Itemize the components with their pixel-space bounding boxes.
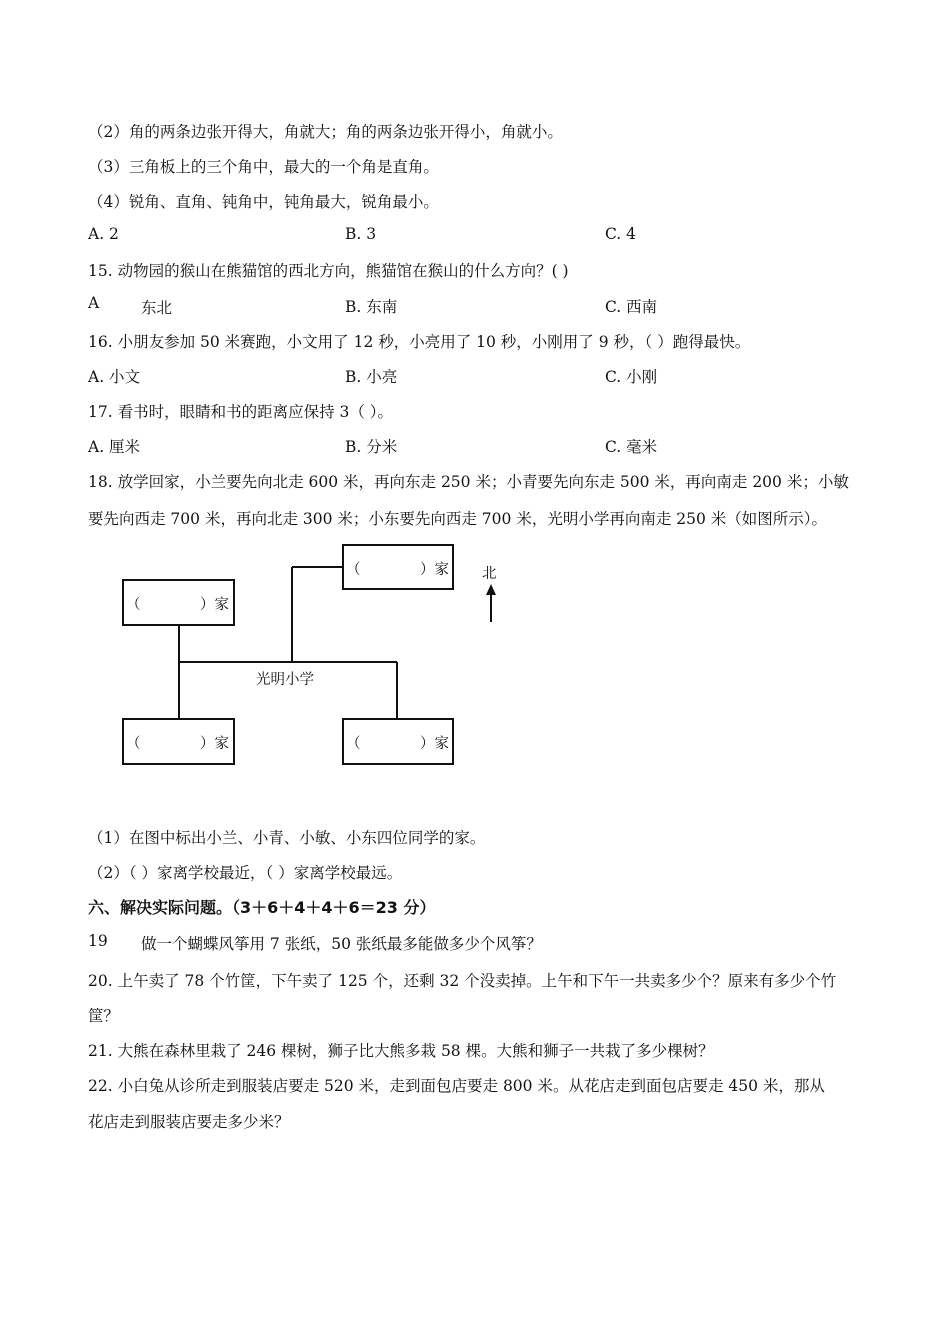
q17-option-a[interactable]: A. 厘米 [88, 438, 141, 456]
q15-option-c[interactable]: C. 西南 [605, 298, 658, 316]
q18-question-line1: 18. 放学回家，小兰要先向北走 600 米，再向东走 250 米；小青要先向东走 500 米，再向南走 200 米；小敏 [88, 473, 849, 491]
home-box-top-right-open[interactable]: （ [346, 562, 361, 578]
q22-question-line1: 22. 小白兔从诊所走到服装店要走 520 米，走到面包店要走 800 米。从花店走到面包店要走 450 米，那从 [88, 1077, 825, 1095]
q17-question: 17. 看书时，眼睛和书的距离应保持 3（ ）。 [88, 403, 394, 421]
q16-option-c[interactable]: C. 小刚 [605, 368, 658, 386]
home-box-bottom-left-open[interactable]: （ [126, 736, 141, 752]
north-label: 北 [482, 566, 497, 582]
q22-question-line2: 花店走到服装店要走多少米？ [88, 1113, 290, 1131]
home-box-bottom-right-close: ）家 [420, 736, 449, 752]
q15-option-a-text[interactable]: 东北 [141, 299, 173, 317]
statement-4: （4）锐角、直角、钝角中，钝角最大，锐角最小。 [88, 193, 439, 211]
q18-sub1: （1）在图中标出小兰、小青、小敏、小东四位同学的家。 [88, 829, 486, 847]
q16-option-a[interactable]: A. 小文 [88, 368, 141, 386]
q14-option-a[interactable]: A. 2 [88, 225, 119, 243]
q16-option-b[interactable]: B. 小亮 [345, 368, 398, 386]
q17-option-b[interactable]: B. 分米 [345, 438, 398, 456]
q15-option-a-label[interactable]: A [88, 294, 100, 312]
school-label: 光明小学 [256, 672, 314, 688]
home-box-bottom-right-open[interactable]: （ [346, 736, 361, 752]
q16-question: 16. 小朋友参加 50 米赛跑，小文用了 12 秒，小亮用了 10 秒，小刚用了 9 秒，（ ）跑得最快。 [88, 333, 751, 351]
q14-option-b[interactable]: B. 3 [345, 225, 377, 243]
q17-option-c[interactable]: C. 毫米 [605, 438, 658, 456]
home-box-top-left-close: ）家 [200, 597, 229, 613]
q19-number: 19 [88, 932, 108, 950]
home-box-top-right-close: ）家 [420, 562, 449, 578]
q14-option-c[interactable]: C. 4 [605, 225, 637, 243]
q20-question-line1: 20. 上午卖了 78 个竹筐，下午卖了 125 个，还剩 32 个没卖掉。上午和下午一共卖多少个？原来有多少个竹 [88, 972, 837, 990]
q15-option-b[interactable]: B. 东南 [345, 298, 398, 316]
q21-question: 21. 大熊在森林里栽了 246 棵树，狮子比大熊多栽 58 棵。大熊和狮子一共栽了多少棵树？ [88, 1042, 714, 1060]
home-box-bottom-left-close: ）家 [200, 736, 229, 752]
home-box-top-left-open[interactable]: （ [126, 597, 141, 613]
q18-question-line2: 要先向西走 700 米，再向北走 300 米；小东要先向西走 700 米，光明小学再向南走 250 米（如图所示）。 [88, 510, 828, 528]
north-arrow-head [486, 584, 496, 595]
q15-question: 15. 动物园的猴山在熊猫馆的西北方向，熊猫馆在猴山的什么方向？( ) [88, 262, 569, 280]
q20-question-line2: 筐？ [88, 1007, 120, 1025]
statement-2: （2）角的两条边张开得大，角就大；角的两条边张开得小，角就小。 [88, 123, 563, 141]
section6-title: 六、解决实际问题。（3＋6＋4＋4＋6＝23 分） [88, 898, 436, 917]
q19-question: 做一个蝴蝶风筝用 7 张纸，50 张纸最多能做多少个风筝？ [141, 935, 542, 953]
statement-3: （3）三角板上的三个角中，最大的一个角是直角。 [88, 158, 439, 176]
q18-sub2[interactable]: （2）（ ）家离学校最近，（ ）家离学校最远。 [88, 864, 403, 882]
